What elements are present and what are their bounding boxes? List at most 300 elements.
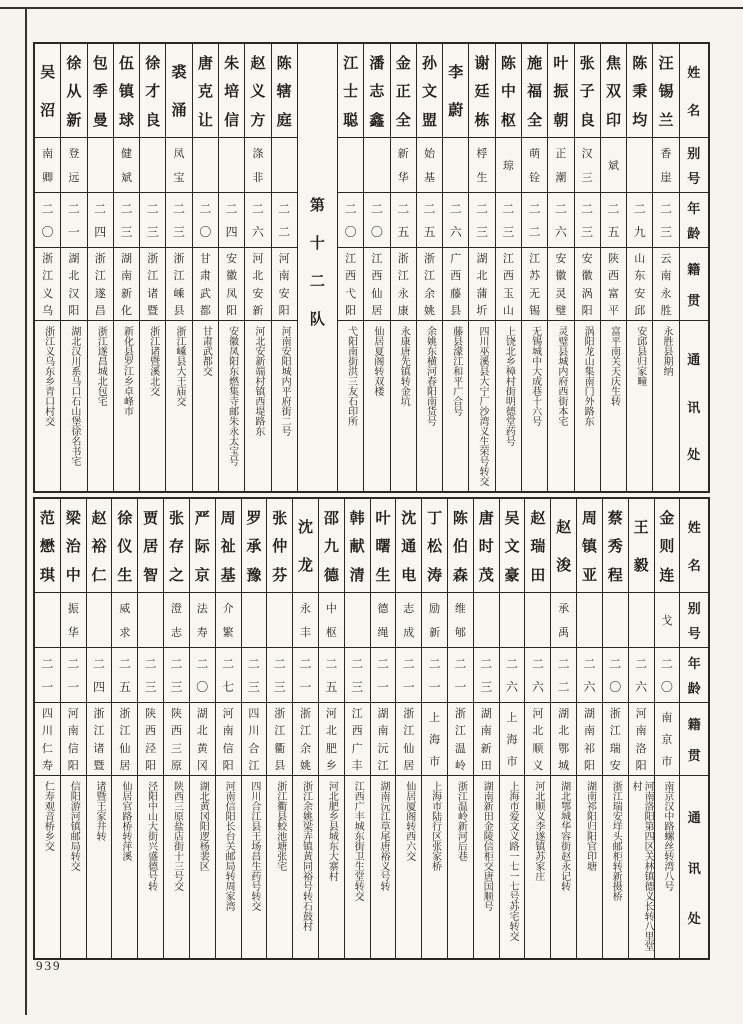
glyph: 新 (429, 626, 441, 639)
glyph: 阳 (67, 760, 79, 773)
glyph: 乌 (42, 305, 54, 318)
glyph: 市 (661, 756, 673, 768)
origin-cell (627, 247, 652, 320)
glyph: 二 (476, 201, 489, 216)
glyph: 张 (168, 510, 184, 527)
address-cell (319, 775, 344, 958)
glyph: 禹 (558, 626, 570, 639)
glyph: 南 (222, 725, 234, 738)
glyph: 陈 (632, 55, 648, 72)
glyph: 良 (145, 112, 161, 129)
glyph: 衢 (274, 742, 286, 755)
age-cell (35, 647, 60, 702)
glyph: 〇 (344, 225, 357, 240)
glyph: 南 (377, 725, 389, 738)
glyph: 名 (687, 102, 701, 118)
glyph: 姓 (687, 520, 701, 536)
glyph: 崖 (660, 171, 672, 184)
address-cell (193, 320, 218, 491)
alias-cell (88, 137, 113, 192)
alias-cell (61, 592, 86, 647)
header-address (680, 320, 708, 491)
address-cell (474, 775, 499, 958)
glyph: 桴 (476, 148, 488, 161)
age-cell (112, 647, 137, 702)
header-column (679, 44, 708, 491)
glyph: 治 (65, 539, 81, 555)
address-cell (575, 320, 600, 491)
glyph: 施 (527, 55, 543, 72)
origin-cell (319, 702, 344, 775)
glyph: 周 (581, 510, 597, 527)
alias-cell (496, 137, 521, 192)
alias-cell (577, 592, 602, 647)
person-column (416, 44, 442, 491)
alias-cell (345, 592, 370, 647)
glyph: 年 (687, 201, 701, 217)
glyph: 森 (452, 567, 468, 584)
age-cell (61, 192, 86, 247)
glyph: 江 (42, 270, 54, 283)
glyph: 丁 (427, 510, 443, 527)
person-column (86, 499, 112, 958)
header-address (680, 775, 708, 958)
glyph: 二 (344, 201, 357, 216)
glyph: 新 (66, 112, 82, 129)
glyph: 二 (660, 656, 673, 671)
age-cell (469, 192, 494, 247)
glyph: 胜 (660, 305, 672, 318)
address-text: 上海市陆行区张家桥 (429, 781, 441, 871)
origin-cell (87, 702, 112, 775)
address-text: 湖南沅江草尾唐裕义号转 (377, 781, 389, 891)
glyph: 江 (423, 270, 435, 283)
glyph: 南 (583, 725, 595, 738)
glyph: 康 (397, 305, 409, 318)
glyph: 西 (145, 725, 157, 738)
person-column (395, 499, 421, 958)
alias-cell (272, 137, 297, 192)
address-text: 四川巫溪县大宁厂沙湾义生荣号转交 (477, 326, 489, 486)
age-cell (114, 192, 139, 247)
origin-cell (551, 702, 576, 775)
glyph: 永 (660, 287, 672, 300)
glyph: 籍 (687, 262, 701, 278)
person-column (244, 44, 270, 491)
glyph: 瑞 (530, 539, 546, 555)
glyph: 登 (68, 148, 80, 161)
roster-table-lower (33, 497, 710, 960)
alias-cell (35, 137, 60, 192)
glyph: 都 (199, 305, 211, 318)
glyph: 泾 (145, 742, 157, 755)
glyph: 二 (528, 201, 541, 216)
name-cell (242, 499, 267, 592)
origin-cell (548, 247, 573, 320)
age-cell (219, 192, 244, 247)
address-text: 泾阳中山大街兴盛德号转 (145, 781, 157, 891)
glyph: 二 (67, 201, 80, 216)
person-column (266, 499, 292, 958)
alias-cell (338, 137, 363, 192)
glyph: 张 (579, 55, 595, 72)
glyph: 二 (278, 201, 291, 216)
glyph: 北 (196, 725, 208, 738)
glyph: 伯 (452, 539, 468, 555)
glyph: 二 (41, 656, 54, 671)
glyph: 江 (403, 725, 415, 738)
address-text: 余姚东横河春阳南货号 (424, 326, 436, 426)
glyph: 鄂 (558, 742, 570, 755)
age-cell (653, 192, 678, 247)
address-cell (216, 775, 241, 958)
glyph: 江 (93, 725, 105, 738)
age-cell (601, 192, 626, 247)
glyph: 浙 (397, 252, 409, 265)
alias-cell (391, 137, 416, 192)
glyph: 湖 (120, 252, 132, 265)
glyph: 二 (480, 656, 493, 671)
glyph: 二 (225, 201, 238, 216)
glyph: 丰 (300, 626, 312, 639)
glyph: 健 (120, 148, 132, 161)
glyph: 湖 (196, 707, 208, 720)
glyph: 灵 (555, 287, 567, 300)
name-cell (627, 44, 652, 137)
address-cell (371, 775, 396, 958)
age-cell (448, 647, 473, 702)
glyph: 六 (506, 680, 519, 695)
address-text: 河南信阳长台关邮局转周家湾 (223, 781, 235, 911)
address-cell (629, 775, 654, 958)
glyph: 二 (633, 201, 646, 216)
glyph: 京 (194, 567, 210, 584)
glyph: 一 (41, 680, 54, 695)
age-cell (267, 647, 292, 702)
glyph: 平 (607, 305, 619, 318)
glyph: 二 (531, 656, 544, 671)
glyph: 安 (278, 287, 290, 300)
glyph: 曙 (375, 539, 391, 555)
glyph: 一 (428, 680, 441, 695)
person-column (473, 499, 499, 958)
glyph: 义 (250, 84, 266, 100)
glyph: 岭 (454, 760, 466, 773)
glyph: 别 (687, 146, 701, 162)
glyph: 江 (397, 270, 409, 283)
glyph: 梁 (65, 510, 81, 527)
glyph: 振 (67, 603, 79, 616)
origin-cell (500, 702, 525, 775)
name-cell (629, 499, 654, 592)
age-cell (338, 192, 363, 247)
glyph: 二 (247, 656, 260, 671)
address-text: 湖北汉川系马口石山堡徐名书宅 (68, 326, 80, 466)
address-text: 河北顺义李遂镇苏家庄 (532, 781, 544, 881)
alias-cell (469, 137, 494, 192)
name-cell (577, 499, 602, 592)
glyph: 西 (345, 270, 357, 283)
glyph: 〇 (196, 680, 209, 695)
glyph: 京 (661, 734, 673, 746)
glyph: 锡 (658, 84, 674, 100)
origin-cell (35, 247, 60, 320)
origin-cell (525, 702, 550, 775)
glyph: 河 (67, 707, 79, 720)
name-cell (35, 499, 60, 592)
origin-cell (474, 702, 499, 775)
address-text: 涡阳龙山集南门外路东 (582, 326, 594, 426)
glyph: 二 (199, 201, 212, 216)
glyph: 冈 (196, 760, 208, 773)
person-column (189, 499, 215, 958)
glyph: 永 (397, 287, 409, 300)
address-text: 南京汉中路螺丝转湾八号 (661, 781, 673, 891)
alias-cell (140, 137, 165, 192)
glyph: 潮 (555, 171, 567, 184)
glyph: 三 (170, 680, 183, 695)
glyph: 四 (41, 707, 53, 720)
glyph: 二 (93, 656, 106, 671)
glyph: 二 (41, 201, 54, 216)
glyph: 求 (119, 626, 131, 639)
address-text: 信阳游河镇邮局转交 (68, 781, 80, 871)
glyph: 罗 (246, 510, 262, 527)
alias-cell (448, 592, 473, 647)
glyph: 六 (531, 680, 544, 695)
glyph: 二 (635, 656, 648, 671)
glyph: 阳 (278, 305, 290, 318)
person-column (654, 499, 680, 958)
age-cell (391, 192, 416, 247)
glyph: 吴 (504, 510, 520, 527)
name-cell (551, 499, 576, 592)
person-column (499, 499, 525, 958)
glyph: 焦 (605, 55, 621, 72)
glyph: 辖 (276, 84, 292, 100)
glyph: 成 (403, 626, 415, 639)
person-column (421, 499, 447, 958)
glyph: 湖 (377, 707, 389, 720)
glyph: 二 (251, 201, 264, 216)
origin-cell (140, 247, 165, 320)
glyph: 三 (146, 225, 159, 240)
address-text: 无锡城中大成巷十六号 (529, 326, 541, 426)
glyph: 三 (173, 225, 186, 240)
glyph: 嵊 (173, 287, 185, 300)
name-cell (443, 44, 468, 137)
name-cell (219, 44, 244, 137)
glyph: 二 (449, 201, 462, 216)
glyph: 湖 (68, 252, 80, 265)
glyph: 二 (273, 656, 286, 671)
alias-cell (548, 137, 573, 192)
address-text: 浙江义乌东乡青口村交 (42, 326, 54, 426)
glyph: 四 (94, 225, 107, 240)
person-column (521, 44, 547, 491)
glyph: 子 (579, 84, 595, 100)
address-cell (190, 775, 215, 958)
glyph: 戈 (661, 615, 673, 627)
glyph: 北 (68, 270, 80, 283)
glyph: 非 (252, 171, 264, 184)
address-text: 仁寿观音桥乡交 (42, 781, 54, 851)
glyph: 生 (476, 171, 488, 184)
address-text: 富平南关天庆生转 (608, 326, 620, 406)
glyph: 二 (581, 201, 594, 216)
glyph: 凤 (226, 287, 238, 300)
address-cell (338, 320, 363, 491)
glyph: 陈 (452, 510, 468, 527)
glyph: 潘 (369, 55, 385, 72)
name-cell (293, 499, 318, 592)
glyph: 汉 (68, 287, 80, 300)
glyph: 市 (506, 756, 518, 768)
glyph: 庭 (276, 112, 292, 129)
glyph: 广 (351, 742, 363, 755)
glyph: 枢 (500, 112, 516, 129)
address-text: 陕西三原盐店街十三号交 (171, 781, 183, 891)
glyph: 五 (118, 680, 131, 695)
glyph: 海 (506, 734, 518, 746)
glyph: 郇 (454, 626, 466, 639)
person-column (447, 499, 473, 958)
glyph: 上 (506, 712, 518, 724)
address-cell (364, 320, 389, 491)
glyph: 居 (371, 305, 383, 318)
address-cell (138, 775, 163, 958)
glyph: 江 (248, 760, 260, 773)
glyph: 圻 (476, 305, 488, 318)
glyph: 顺 (532, 742, 544, 755)
origin-cell (417, 247, 442, 320)
glyph: 仲 (272, 539, 288, 555)
alias-cell (364, 137, 389, 192)
glyph: 江 (371, 252, 383, 265)
glyph: 贾 (143, 510, 159, 527)
glyph: 金 (395, 55, 411, 72)
origin-cell (242, 702, 267, 775)
glyph: 诸 (147, 287, 159, 300)
alias-cell (627, 137, 652, 192)
name-cell (371, 499, 396, 592)
glyph: 基 (220, 567, 236, 584)
glyph: 六 (251, 225, 264, 240)
origin-cell (396, 702, 421, 775)
glyph: 九 (323, 539, 339, 555)
glyph: 通 (401, 539, 417, 555)
origin-cell (138, 702, 163, 775)
glyph: 队 (309, 312, 325, 328)
address-cell (525, 775, 550, 958)
glyph: 浙 (173, 252, 185, 265)
glyph: 正 (555, 148, 567, 161)
origin-cell (448, 702, 473, 775)
glyph: 正 (395, 84, 411, 100)
name-cell (474, 499, 499, 592)
address-cell (272, 320, 297, 491)
glyph: 二 (94, 201, 107, 216)
glyph: 三 (273, 680, 286, 695)
address-text: 新化县罗江乡卓峰市 (121, 326, 133, 416)
glyph: 河 (222, 707, 234, 720)
origin-cell (601, 247, 626, 320)
alias-cell (216, 592, 241, 647)
person-column (574, 44, 600, 491)
header-age (680, 647, 708, 702)
page-number: 939 (36, 958, 62, 973)
address-text: 湖北黄冈阳逻杨裴区 (197, 781, 209, 871)
glyph: 邱 (634, 305, 646, 318)
glyph: 华 (67, 626, 79, 639)
glyph: 河 (532, 707, 544, 720)
glyph: 北 (476, 270, 488, 283)
glyph: 二 (146, 201, 159, 216)
glyph: 城 (558, 760, 570, 773)
person-column (318, 499, 344, 958)
glyph: 湖 (558, 707, 570, 720)
glyph: 江 (274, 725, 286, 738)
glyph: 二 (423, 201, 436, 216)
glyph: 献 (349, 539, 365, 555)
glyph: 南 (67, 725, 79, 738)
glyph: 韩 (349, 510, 365, 527)
glyph: 安 (581, 252, 593, 265)
glyph: 一 (454, 680, 467, 695)
glyph: 时 (478, 539, 494, 555)
glyph: 二 (144, 656, 157, 671)
glyph: 河 (635, 707, 647, 720)
age-cell (474, 647, 499, 702)
glyph: 信 (67, 742, 79, 755)
glyph: 二 (454, 656, 467, 671)
glyph: 毅 (633, 558, 649, 574)
origin-cell (443, 247, 468, 320)
glyph: 清 (349, 567, 365, 584)
glyph: 富 (607, 287, 619, 300)
glyph: 姓 (687, 65, 701, 81)
address-text: 浙江遂昌城北包宅 (95, 326, 107, 406)
alias-cell (443, 137, 468, 192)
glyph: 贯 (687, 292, 701, 308)
name-cell (603, 499, 628, 592)
origin-cell (61, 702, 86, 775)
name-cell (548, 44, 573, 137)
person-column (370, 499, 396, 958)
glyph: 阳 (635, 760, 647, 773)
glyph: 二 (309, 274, 325, 290)
glyph: 严 (194, 510, 210, 527)
glyph: 三 (660, 225, 673, 240)
glyph: 廷 (474, 84, 490, 100)
glyph: 云 (660, 252, 672, 265)
glyph: 通 (687, 810, 701, 826)
name-cell (522, 44, 547, 137)
glyph: 程 (607, 567, 623, 584)
glyph: 琪 (39, 567, 55, 584)
glyph: 江 (529, 252, 541, 265)
glyph: 二 (196, 656, 209, 671)
glyph: 讯 (687, 860, 701, 876)
glyph: 处 (687, 446, 701, 462)
glyph: 振 (553, 84, 569, 100)
origin-cell (653, 247, 678, 320)
name-cell (448, 499, 473, 592)
glyph: 仁 (41, 742, 53, 755)
glyph: 川 (248, 725, 260, 738)
glyph: 琼 (502, 160, 514, 172)
glyph: 五 (325, 680, 338, 695)
